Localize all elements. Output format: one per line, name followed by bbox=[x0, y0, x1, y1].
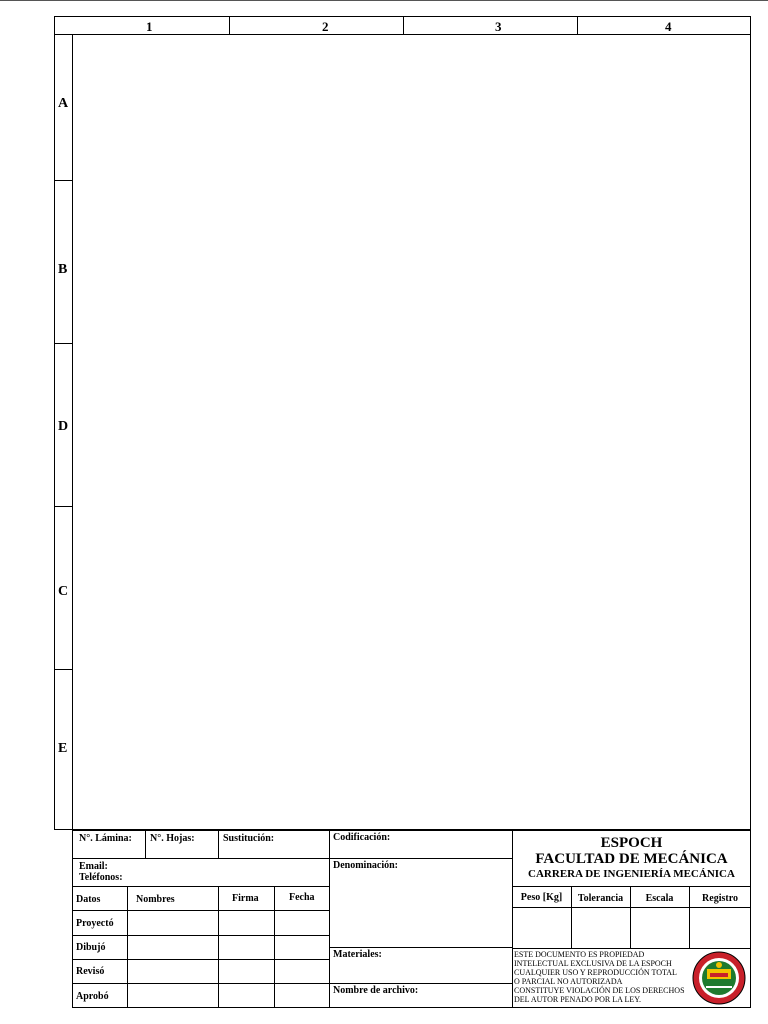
copyright-notice bbox=[514, 950, 694, 1004]
sustitucion-label: Sustitución: bbox=[223, 833, 275, 844]
notice-line: CUALQUIER USO Y REPRODUCCIÓN TOTAL bbox=[514, 968, 677, 977]
page-top-rule bbox=[0, 0, 768, 1]
drawing-area[interactable] bbox=[73, 35, 750, 830]
email-label: Email: bbox=[79, 861, 108, 872]
telefonos-label: Teléfonos: bbox=[79, 872, 123, 883]
notice-line: O PARCIAL NO AUTORIZADA bbox=[514, 977, 623, 986]
institution-name: ESPOCH bbox=[600, 835, 663, 851]
role-dibujo: Dibujó bbox=[76, 942, 106, 953]
fecha-header: Fecha bbox=[289, 892, 315, 903]
nombres-header: Nombres bbox=[136, 894, 175, 905]
firma-header: Firma bbox=[232, 893, 259, 904]
espoch-seal-logo bbox=[692, 951, 746, 1005]
row-label-b: B bbox=[58, 262, 68, 277]
tolerancia-header: Tolerancia bbox=[577, 893, 624, 904]
escala-header: Escala bbox=[645, 893, 674, 904]
role-reviso: Revisó bbox=[76, 966, 105, 977]
faculty-name: FACULTAD DE MECÁNICA bbox=[535, 851, 728, 867]
row-label-d: D bbox=[58, 419, 69, 434]
peso-header: Peso [Kg] bbox=[520, 892, 563, 903]
notice-line: DEL AUTOR PENADO POR LA LEY. bbox=[514, 995, 641, 1004]
row-label-c: C bbox=[58, 584, 69, 599]
codificacion-label: Codificación: bbox=[333, 832, 391, 843]
row-label-e: E bbox=[58, 741, 68, 756]
career-name: CARRERA DE INGENIERÍA MECÁNICA bbox=[528, 868, 735, 880]
column-label-4: 4 bbox=[665, 19, 672, 34]
notice-line: CONSTITUYE VIOLACIÓN DE LOS DERECHOS bbox=[514, 986, 685, 995]
notice-line: INTELECTUAL EXCLUSIVA DE LA ESPOCH bbox=[514, 959, 672, 968]
column-label-2: 2 bbox=[322, 19, 329, 34]
row-label-a: A bbox=[58, 96, 69, 111]
lamina-label: N°. Lámina: bbox=[79, 833, 132, 844]
materiales-label: Materiales: bbox=[333, 949, 382, 960]
column-label-1: 1 bbox=[146, 19, 153, 34]
nombre-archivo-label: Nombre de archivo: bbox=[333, 985, 419, 996]
role-aprobo: Aprobó bbox=[76, 991, 109, 1002]
registro-header: Registro bbox=[702, 893, 738, 904]
denominacion-label: Denominación: bbox=[333, 860, 398, 871]
hojas-label: N°. Hojas: bbox=[150, 833, 195, 844]
datos-header: Datos bbox=[76, 894, 101, 905]
column-label-3: 3 bbox=[495, 19, 502, 34]
notice-line: ESTE DOCUMENTO ES PROPIEDAD bbox=[514, 950, 645, 959]
role-proyecto: Proyectó bbox=[76, 918, 114, 929]
